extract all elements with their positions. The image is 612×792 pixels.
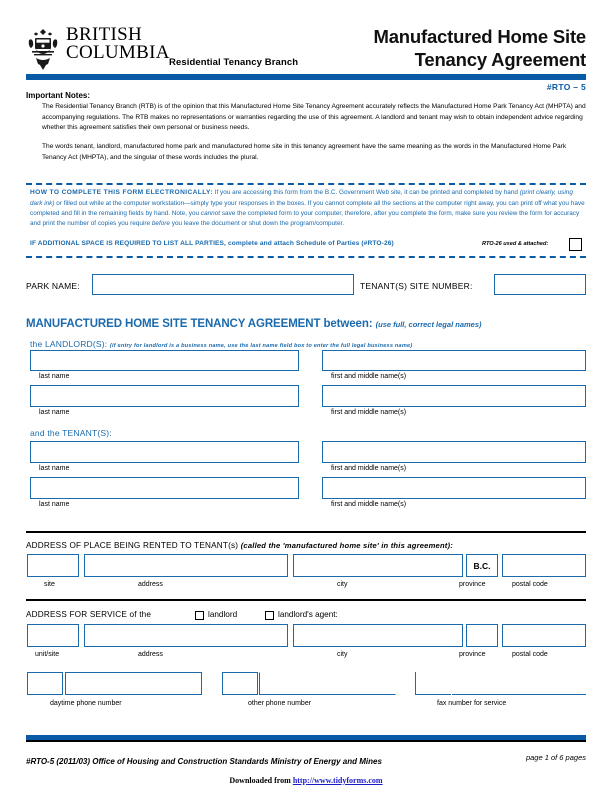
daytime-phone-label: daytime phone number	[50, 700, 122, 707]
landlord-heading-text: the LANDLORD(S):	[30, 339, 108, 349]
rented-site-label: site	[44, 581, 55, 588]
service-agent-checkbox[interactable]	[265, 611, 274, 620]
rented-postal-input[interactable]	[502, 554, 586, 577]
footer-page-number: page 1 of 6 pages	[525, 753, 586, 762]
header-divider-bar	[26, 74, 586, 80]
site-number-input[interactable]	[494, 274, 586, 295]
agreement-heading-hint: (use full, correct legal names)	[375, 320, 482, 329]
address-rented-label-hint: (called the 'manufactured home site' in this agreement):	[240, 541, 453, 550]
address-rented-label-text: ADDRESS OF PLACE BEING RENTED TO TENANT(s)	[26, 541, 241, 550]
landlord-section-heading	[30, 339, 412, 349]
rented-address-input[interactable]	[84, 554, 288, 577]
landlord-last-name-input-1[interactable]	[30, 350, 299, 371]
footer-divider-line	[26, 740, 586, 742]
how-to-body-4: you leave the document or shut down the program/computer.	[169, 220, 345, 228]
tenant-first-name-label-2: first and middle name(s)	[331, 501, 407, 508]
downloaded-prefix: Downloaded from	[229, 776, 293, 785]
notes-paragraph-2: The words tenant, landlord, manufactured home park and manufactured home site in this tenancy agreement have the same meaning as the words in the Manufactured Home Park Tenancy Act (MHPTA), and the singular of these words includes the plural.	[42, 143, 567, 161]
address-rented-label	[26, 541, 453, 550]
service-postal-input[interactable]	[502, 624, 586, 647]
park-name-input[interactable]	[92, 274, 354, 295]
rto26-attached-label: RTO-26 used & attached:	[482, 241, 549, 247]
tenant-first-name-input-1[interactable]	[322, 441, 586, 463]
service-province-input[interactable]	[466, 624, 498, 647]
additional-space-note: IF ADDITIONAL SPACE IS REQUIRED TO LIST ALL PARTIES, complete and attach Schedule of Parties (#RTO-26)	[30, 240, 394, 247]
form-number: #RTO – 5	[546, 82, 586, 92]
how-to-lead: HOW TO COMPLETE THIS FORM ELECTRONICALLY:	[30, 189, 213, 196]
landlord-last-name-input-2[interactable]	[30, 385, 299, 407]
rto26-attached-checkbox[interactable]	[569, 238, 582, 251]
landlord-first-name-label-2: first and middle name(s)	[331, 409, 407, 416]
landlord-last-name-label-2: last name	[39, 409, 70, 416]
bc-coat-of-arms-icon	[26, 28, 60, 70]
tenant-first-name-input-2[interactable]	[322, 477, 586, 499]
rented-address-label: address	[138, 581, 163, 588]
service-province-label: province	[459, 651, 486, 658]
other-phone-input[interactable]	[259, 672, 396, 695]
rented-postal-label: postal code	[512, 581, 548, 588]
service-unit-site-input[interactable]	[27, 624, 79, 647]
agreement-heading	[26, 318, 482, 330]
site-number-label: TENANT(S) SITE NUMBER:	[360, 281, 473, 291]
other-phone-label: other phone number	[248, 700, 312, 707]
how-to-complete-block	[30, 188, 586, 230]
page-title	[316, 26, 586, 71]
service-city-label: city	[337, 651, 348, 658]
title-line-2: Tenancy Agreement	[414, 48, 586, 70]
landlord-first-name-input-1[interactable]	[322, 350, 586, 371]
how-to-italic-2: cannot	[200, 210, 221, 218]
fax-area-code-input[interactable]	[415, 672, 451, 695]
section-divider-2	[26, 599, 586, 601]
rented-city-label: city	[337, 581, 348, 588]
how-to-italic-1: (print clearly, using dark ink)	[30, 189, 573, 207]
tenant-last-name-input-2[interactable]	[30, 477, 299, 499]
service-postal-label: postal code	[512, 651, 548, 658]
service-city-input[interactable]	[293, 624, 463, 647]
rented-province-value: B.C.	[466, 554, 498, 577]
daytime-phone-input[interactable]	[65, 672, 202, 695]
how-to-body-1: If you are accessing this form from the B.C. Government Web site, it can be printed and completed by hand	[212, 189, 520, 196]
service-address-label: address	[138, 651, 163, 658]
wordmark-columbia: COLUMBIA	[66, 42, 170, 64]
park-name-label: PARK NAME:	[26, 281, 80, 291]
section-divider-1	[26, 531, 586, 533]
dashed-divider-bottom	[26, 256, 586, 258]
fax-number-input[interactable]	[452, 672, 586, 695]
dashed-divider-top	[26, 183, 586, 185]
service-landlord-checkbox[interactable]	[195, 611, 204, 620]
rented-province-label: province	[459, 581, 486, 588]
branch-label: Residential Tenancy Branch	[169, 57, 299, 68]
tenant-last-name-label-1: last name	[39, 465, 70, 472]
tenant-last-name-label-2: last name	[39, 501, 70, 508]
landlord-heading-hint: (if entry for landlord is a business name, use the last name field box to enter the full legal business name)	[109, 343, 413, 349]
important-notes-title: Important Notes:	[26, 91, 90, 100]
landlord-first-name-input-2[interactable]	[322, 385, 586, 407]
service-address-input[interactable]	[84, 624, 288, 647]
service-landlord-label: landlord	[208, 610, 238, 619]
rented-city-input[interactable]	[293, 554, 463, 577]
downloaded-from-line	[0, 776, 612, 785]
daytime-area-code-input[interactable]	[27, 672, 63, 695]
how-to-italic-3: before	[151, 220, 170, 228]
notes-paragraph-1: The Residential Tenancy Branch (RTB) is of the opinion that this Manufactured Home Site Tenancy Agreement accurately reflects the Manufactured Home Park Tenancy Act (MHPTA) and accompanying regulations. The RTB makes no representations or warranties regarding the use of this agreement. A landlord and tenant may wish to obtain independent advice regarding whether this agreement satisfies their own personal or business needs.	[42, 103, 586, 132]
fax-number-label: fax number for service	[437, 700, 507, 707]
footer-form-info: #RTO-5 (2011/03) Office of Housing and Construction Standards Ministry of Energy and Mines	[26, 757, 382, 766]
tenant-first-name-label-1: first and middle name(s)	[331, 465, 407, 472]
rented-site-input[interactable]	[27, 554, 79, 577]
other-area-code-input[interactable]	[222, 672, 258, 695]
address-service-label: ADDRESS FOR SERVICE of the	[26, 610, 152, 619]
agreement-heading-text: MANUFACTURED HOME SITE TENANCY AGREEMENT between:	[26, 318, 373, 330]
title-line-1: Manufactured Home Site	[373, 26, 586, 47]
how-to-body-2: or filled out while at the computer workstation—simply type your responses in the boxes. If you cannot complete all the sections at the computer right away, you can print off what you have completed and fill in the remaining fields by hand. Note, you	[30, 199, 585, 218]
landlord-first-name-label-1: first and middle name(s)	[331, 373, 407, 380]
downloaded-url-link[interactable]: http://www.tidyforms.com	[292, 776, 383, 785]
how-to-body-3: save the completed form to your computer, therefore, after you complete the form, make sure you review the form for accuracy and print the number of copies you require	[30, 210, 580, 228]
important-notes-body	[42, 102, 586, 163]
service-agent-label: landlord's agent:	[278, 610, 338, 619]
wordmark-british: BRITISH	[66, 24, 142, 45]
page-header	[26, 26, 586, 76]
landlord-last-name-label-1: last name	[39, 373, 70, 380]
bc-wordmark	[66, 26, 170, 62]
service-unit-site-label: unit/site	[35, 651, 60, 658]
tenant-section-heading: and the TENANT(S):	[30, 428, 112, 438]
tenant-last-name-input-1[interactable]	[30, 441, 299, 463]
